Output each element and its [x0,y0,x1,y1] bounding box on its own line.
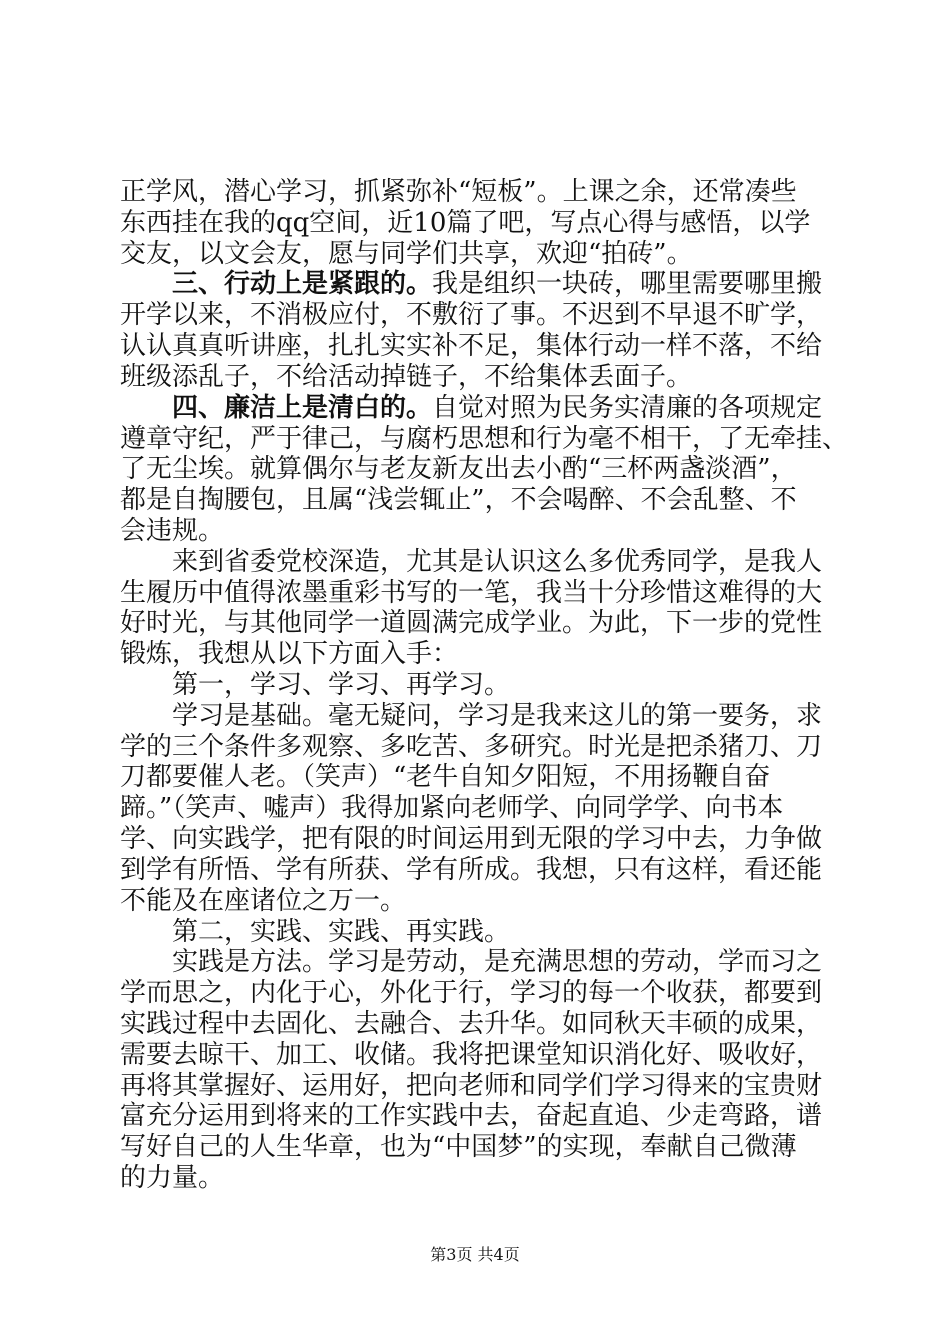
section-three-heading: 三、行动上是紧跟的。 [172,269,433,299]
paragraph-start-line: 学习是基础。毫无疑问，学习是我来这儿的第一要务，求 [172,701,823,731]
subheading-second: 第二，实践、实践、再实践。 [172,917,511,947]
paragraph-start-line: 实践是方法。学习是劳动，是充满思想的劳动，学而习之 [172,947,823,977]
body-line: 实践过程中去固化、去融合、去升华。如同秋天丰硕的成果， [120,1009,823,1039]
body-line: 富充分运用到将来的工作实践中去，奋起直追、少走弯路，谱 [120,1101,823,1131]
body-line: 交友，以文会友，愿与同学们共享，欢迎“拍砖”。 [120,239,693,269]
body-line: 都是自掏腰包，且属“浅尝辄止”，不会喝醉、不会乱整、不 [120,485,797,515]
body-line: 正学风，潜心学习，抓紧弥补“短板”。上课之余，还常凑些 [120,177,797,207]
body-line: 学的三个条件多观察、多吃苦、多研究。时光是把杀猪刀、刀 [120,732,823,762]
body-line: 到学有所悟、学有所获、学有所成。我想，只有这样，看还能 [120,855,823,885]
section-four-text: 自觉对照为民务实清廉的各项规定 [432,393,823,423]
body-line: 刀都要催人老。（笑声）“老牛自知夕阳短，不用扬鞭自奋 [120,762,771,792]
section-three-text: 我是组织一块砖，哪里需要哪里搬 [432,269,823,299]
body-line: 写好自己的人生华章，也为“中国梦”的实现，奉献自己微薄 [120,1132,797,1162]
body-line: 学、向实践学，把有限的时间运用到无限的学习中去，力争做 [120,824,823,854]
body-line: 的力量。 [120,1163,225,1193]
body-line: 再将其掌握好、运用好，把向老师和同学们学习得来的宝贵财 [120,1071,823,1101]
body-line: 生履历中值得浓墨重彩书写的一笔，我当十分珍惜这难得的大 [120,578,823,608]
body-line: 认认真真听讲座，扎扎实实补不足，集体行动一样不落，不给 [120,331,823,361]
body-line: 班级添乱子，不给活动掉链子，不给集体丢面子。 [120,362,693,392]
body-line: 开学以来，不消极应付，不敷衍了事。不迟到不早退不旷学， [120,300,823,330]
body-line: 需要去晾干、加工、收储。我将把课堂知识消化好、吸收好， [120,1040,823,1070]
body-line: 不能及在座诸位之万一。 [120,886,407,916]
subheading-first: 第一，学习、学习、再学习。 [172,670,511,700]
body-line: 锻炼，我想从以下方面入手： [120,639,459,669]
body-line: 会违规。 [120,516,225,546]
section-four-heading: 四、廉洁上是清白的。 [172,393,433,423]
paragraph-start-line: 来到省委党校深造，尤其是认识这么多优秀同学，是我人 [172,547,823,577]
body-line: 蹄。”（笑声、嘘声）我得加紧向老师学、向同学学、向书本 [120,793,784,823]
body-line: 遵章守纪，严于律己，与腐朽思想和行为毫不相干，了无牵挂、 [120,424,849,454]
body-line: 学而思之，内化于心，外化于行，学习的每一个收获，都要到 [120,978,823,1008]
body-line: 了无尘埃。就算偶尔与老友新友出去小酌“三杯两盏淡酒”， [120,454,797,484]
body-line: 好时光，与其他同学一道圆满完成学业。为此，下一步的党性 [120,608,823,638]
section-three-line [172,269,822,299]
section-four-line [172,393,822,423]
page-footer: 第3页 共4页 [430,1245,520,1264]
body-line: 东西挂在我的qq空间，近10篇了吧，写点心得与感悟，以学 [120,208,811,238]
